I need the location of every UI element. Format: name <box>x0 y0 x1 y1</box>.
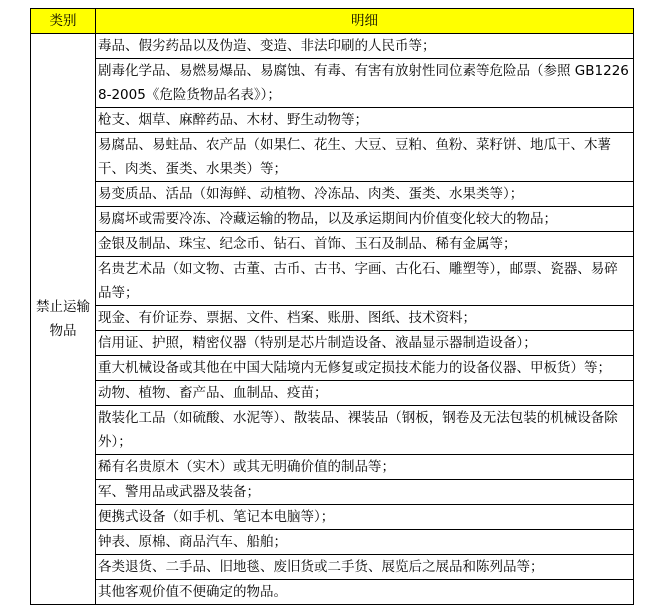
header-category: 类别 <box>31 9 96 34</box>
detail-cell: 现金、有价证券、票据、文件、档案、账册、图纸、技术资料； <box>96 306 634 331</box>
prohibited-items-table <box>30 8 634 605</box>
detail-cell: 名贵艺术品（如文物、古董、古币、古书、字画、古化石、雕塑等），邮票、瓷器、易碎品等； <box>96 257 634 306</box>
table-row <box>31 306 634 331</box>
detail-cell: 稀有名贵原木（实木）或其无明确价值的制品等； <box>96 455 634 480</box>
table-row <box>31 108 634 133</box>
detail-cell: 易变质品、活品（如海鲜、动植物、冷冻品、肉类、蛋类、水果类等）； <box>96 182 634 207</box>
detail-cell: 军、警用品或武器及装备； <box>96 480 634 505</box>
detail-cell: 毒品、假劣药品以及伪造、变造、非法印刷的人民币等； <box>96 34 634 59</box>
detail-cell: 易腐坏或需要冷冻、冷藏运输的物品，以及承运期间内价值变化较大的物品； <box>96 207 634 232</box>
detail-cell: 便携式设备（如手机、笔记本电脑等）； <box>96 505 634 530</box>
prohibited-items-table-wrapper <box>30 8 634 605</box>
table-row <box>31 406 634 455</box>
table-row <box>31 480 634 505</box>
table-row <box>31 133 634 182</box>
detail-cell: 散装化工品（如硫酸、水泥等）、散装品、裸装品（钢板，钢卷及无法包装的机械设备除外）； <box>96 406 634 455</box>
detail-cell: 枪支、烟草、麻醉药品、木材、野生动物等； <box>96 108 634 133</box>
detail-cell: 金银及制品、珠宝、纪念币、钻石、首饰、玉石及制品、稀有金属等； <box>96 232 634 257</box>
table-row <box>31 555 634 580</box>
table-row <box>31 182 634 207</box>
header-detail: 明细 <box>96 9 634 34</box>
table-row <box>31 59 634 108</box>
table-row <box>31 356 634 381</box>
detail-cell: 重大机械设备或其他在中国大陆境内无修复或定损技术能力的设备仪器、甲板货）等； <box>96 356 634 381</box>
detail-cell: 易腐品、易蛀品、农产品（如果仁、花生、大豆、豆粕、鱼粉、菜籽饼、地瓜干、木薯干、肉类、蛋类、水果类）等； <box>96 133 634 182</box>
detail-cell: 各类退货、二手品、旧地毯、废旧货或二手货、展览后之展品和陈列品等； <box>96 555 634 580</box>
table-row <box>31 505 634 530</box>
detail-cell: 钟表、原棉、商品汽车、船舶； <box>96 530 634 555</box>
category-label: 禁止运输物品 <box>36 299 90 339</box>
table-row <box>31 232 634 257</box>
table-row <box>31 257 634 306</box>
table-row <box>31 530 634 555</box>
header-row <box>31 9 634 34</box>
table-row <box>31 331 634 356</box>
detail-cell: 信用证、护照，精密仪器（特别是芯片制造设备、液晶显示器制造设备）； <box>96 331 634 356</box>
table-row <box>31 381 634 406</box>
table-row <box>31 34 634 59</box>
detail-cell: 动物、植物、畜产品、血制品、疫苗； <box>96 381 634 406</box>
detail-cell: 剧毒化学品、易燃易爆品、易腐蚀、有毒、有害有放射性同位素等危险品（参照 GB12268-2005《危险货物品名表》）； <box>96 59 634 108</box>
table-row <box>31 580 634 605</box>
category-cell <box>31 34 96 605</box>
table-row <box>31 455 634 480</box>
detail-cell: 其他客观价值不便确定的物品。 <box>96 580 634 605</box>
table-row <box>31 207 634 232</box>
